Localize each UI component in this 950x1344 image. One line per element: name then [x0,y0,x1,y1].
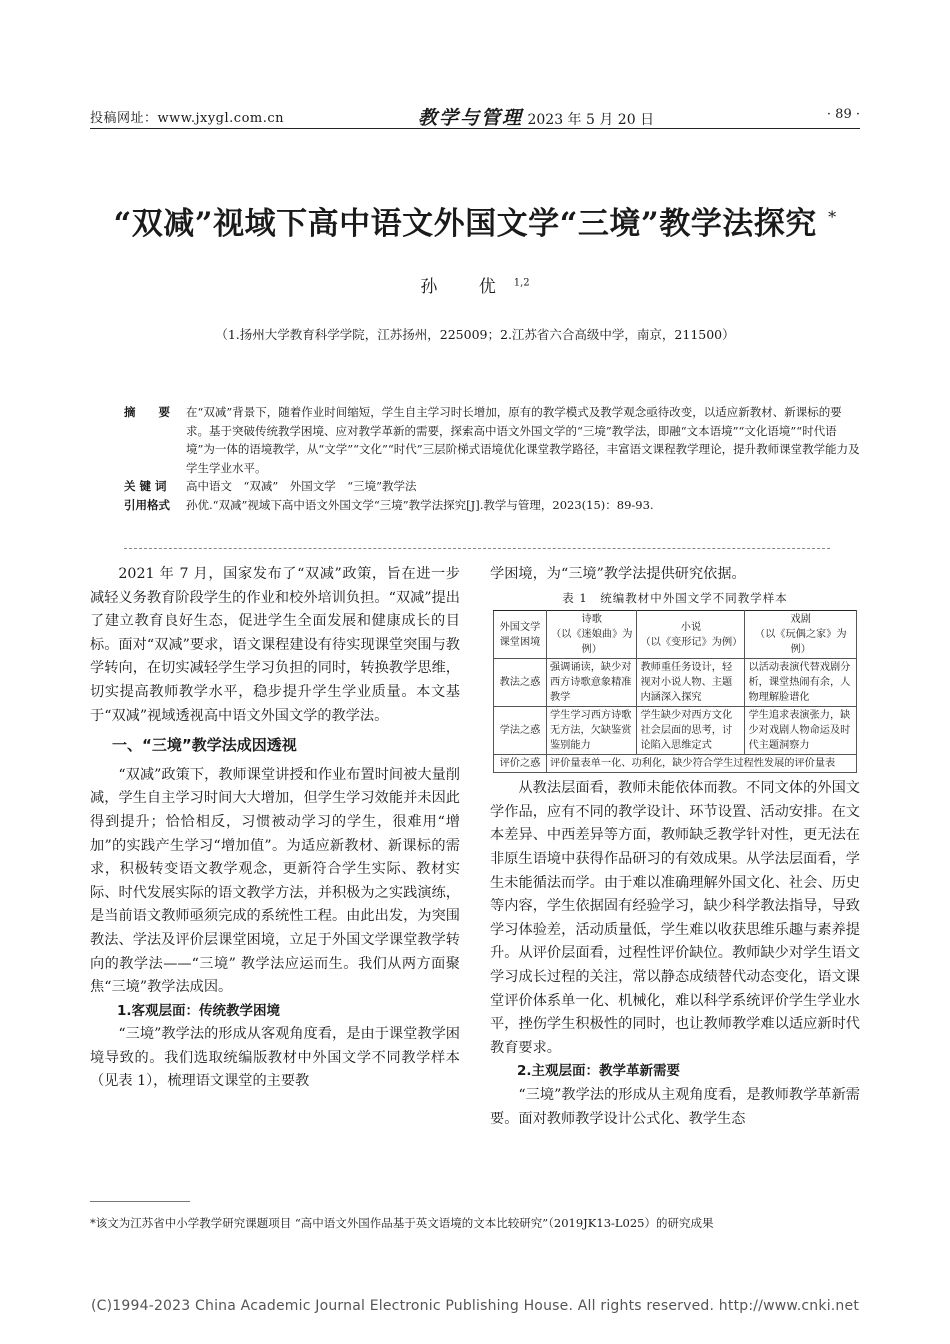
continued-paragraph: 学困境，为“三境”教学法提供研究依据。 [490,566,746,582]
objective-paragraph: “三境”教学法的形成从客观角度看，是由于课堂教学困境导致的。我们选取统编版教材中外国文学不同教学样本（见表 1），梳理语文课堂的主要教 [90,1026,460,1090]
table-caption: 表 1 统编教材中外国文学不同教学样本 [562,590,788,605]
table-row [494,755,857,773]
header-website: 投稿网址：www.jxygl.com.cn [90,111,285,126]
table-cell: 强调诵读，缺少对西方诗歌意象精准教学 [547,659,637,707]
analysis-paragraph: 从教法层面看，教师未能依体而教。不同文体的外国文学作品，应有不同的教学设计、环节设置、活动安排。在文本差异、中西差异等方面，教师缺乏教学针对性，更无法在非原生语境中获得作品研习的有效成果。从学法层面看，学生未能循法而学。由于难以准确理解外国文化、社会、历史等内容，学生依据固有经验学习，缺少科学教法指导，导致学习体验差，活动质量低，学生难以收获思维乐趣与素养提升。从评价层面看，过程性评价缺位。教师缺少对学生语文学习成长过程的关注，常以静态成绩替代动态变化，语文课堂评价体系单一化、机械化，难以科学系统评价学生学业水平，挫伤学生积极性的同时，也让教师教学难以适应新时代教育要求。 [490,780,860,1056]
table-cell: 学生学习西方诗歌无方法，欠缺鉴赏鉴别能力 [547,707,637,755]
row-label: 评价之惑 [494,755,547,773]
header-text: （以《迷娘曲》为例） [550,629,633,656]
header-text: （以《玩偶之家》为例） [754,629,847,656]
abstract-divider [124,548,830,549]
header-journal-date [418,103,654,130]
table-cell: 以活动表演代替戏剧分析，课堂热闹有余，人物理解脸谱化 [745,659,857,707]
header-text: 小说 [680,621,702,633]
keywords-label: 关 键 词 [124,479,167,493]
table-cell: 评价量表单一化、功利化，缺少符合学生过程性发展的评价量表 [547,755,857,773]
citation-label: 引用格式 [124,497,170,512]
header-text: 戏剧 [790,614,811,626]
title-footnote-mark: * [828,207,837,227]
footnote-divider [90,1201,190,1202]
section-heading-1: 一、“三境”教学法成因透视 [112,736,297,755]
table-row [494,707,857,755]
abstract-text: 在“双减”背景下，随着作业时间缩短，学生自主学习时长增加，原有的教学模式及教学观念亟待改变，以适应新教材、新课标的要求。基于突破传统教学困境、应对教学革新的需要，探索高中语文外国文学的“三境”教学法，即融“文本语境”“文化语境”“时代语境”为一体的语境教学，从“文学”“文化”“时代”三层阶梯式语境优化课堂教学路径，丰富语文课程教学理论，提升教师课堂教学能力及学生学业水平。 [186,405,860,475]
row-label: 学法之惑 [494,707,547,755]
table-cell: 学生追求表演张力，缺少对戏剧人物命运及时代主题洞察力 [745,707,857,755]
header-text: 诗歌 [581,614,602,626]
table-header-cell [637,611,745,659]
header-text: 课堂困境 [499,636,541,648]
table-row [494,659,857,707]
header-text: （以《变形记》为例） [640,636,743,648]
journal-name: 教学与管理 [418,107,524,129]
subjective-paragraph: “三境”教学法的形成从主观角度看，是教师教学革新需要。面对教师教学设计公式化、教学生态 [490,1086,860,1127]
table-cell: 学生缺少对西方文化社会层面的思考，讨论陷入思维定式 [637,707,745,755]
keywords-text: 高中语文 “双减” 外国文学 “三境”教学法 [186,479,417,493]
citation-row [124,496,864,515]
table-header-cell [547,611,637,659]
paper-title [0,198,950,243]
section1-paragraph: “双减”政策下，教师课堂讲授和作业布置时间被大量削减，学生自主学习时间大大增加，但学生学习效能并未因此得到提升；恰恰相反，习惯被动学习的学生，很难用“增加”的实践产生学习“增加值”。为适应新教材、新课标的需求，积极转变语文教学观念，更新符合学生实际、教材实际、时代发展实际的语文教学方法，并积极为之实践演练，是当前语文教师亟须完成的系统性工程。由此出发，为突围教法、学法及评价层课堂困境，立足于外国文学课堂教学转向的教学法——“三境” 教学法应运而生。我们从两方面聚焦“三境”教学法成因。 [90,766,460,996]
subheading-objective: 1.客观层面：传统教学困境 [117,1002,281,1019]
table-header-cell [745,611,857,659]
author [0,272,950,297]
page-number: · 89 · [826,107,860,122]
paper-title-text: “双减”视域下高中语文外国文学“三境”教学法探究 [113,206,817,242]
right-column [490,563,860,1131]
abstract-row [124,403,864,477]
table-cell: 教师重任务设计，轻视对小说人物、主题内涵深入探究 [637,659,745,707]
footnote: *该文为江苏省中小学教学研究课题项目 “高中语文外国作品基于英文语境的文本比较研究”（2019JK13-L025）的研究成果 [90,1216,714,1230]
subheading-subjective: 2.主观层面：教学革新需要 [517,1063,681,1080]
citation-text: 孙优.“双减”视域下高中语文外国文学“三境”教学法探究[J].教学与管理，2023(15)：89-93. [186,497,654,512]
author-name: 孙 优 [420,277,514,297]
teaching-samples-table [493,610,857,773]
copyright-notice: (C)1994-2023 China Academic Journal Electronic Publishing House. All rights reserved. http://www.cnki.net [90,1298,860,1314]
intro-paragraph: 2021 年 7 月，国家发布了“双减”政策，旨在进一步减轻义务教育阶段学生的作业和校外培训负担。“双减”提出了建立教育良好生态，促进学生全面发展和健康成长的目标。面对“双减”要求，语文课程建设有待实现课堂突围与教学转向，在切实减轻学生学习负担的同时，转换教学思维，切实提高教师教学水平，稳步提升学生学业质量。本文基于“双减”视域透视高中语文外国文学的教学法。 [90,566,460,724]
issue-date: 2023 年 5 月 20 日 [527,112,655,128]
table-header-cell [494,611,547,659]
author-affil-sup: 1,2 [513,277,530,289]
header-text: 外国文学 [499,621,541,633]
abstract-label: 摘 要 [124,405,170,419]
table-header-row [494,611,857,659]
left-column [90,563,460,1094]
header-divider [90,128,860,129]
abstract-block [124,403,864,514]
row-label: 教法之惑 [494,659,547,707]
keywords-row [124,477,864,496]
affiliation: （1.扬州大学教育科学学院，江苏扬州，225009；2.江苏省六合高级中学，南京，211500） [215,327,735,342]
